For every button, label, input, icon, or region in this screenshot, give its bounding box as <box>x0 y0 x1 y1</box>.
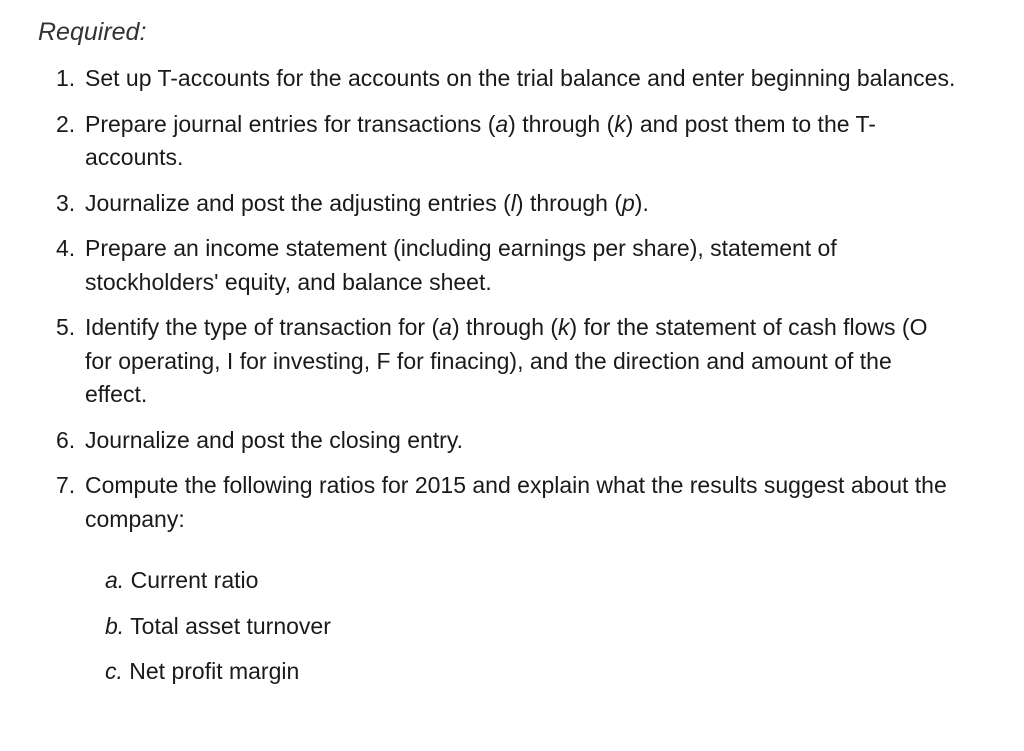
ratio-text: Total asset turnover <box>124 612 331 639</box>
requirement-text: Set up T-accounts for the accounts on the trial balance and enter beginning balances. <box>85 65 956 91</box>
requirement-text: Journalize and post the closing entry. <box>85 426 464 453</box>
ratio-text: Current ratio <box>124 567 259 593</box>
requirement-text <box>85 111 876 171</box>
text-part: ) through ( <box>451 314 559 340</box>
requirement-text <box>85 314 927 407</box>
requirement-2 <box>56 108 956 175</box>
requirement-text: Compute the following ratios for 2015 and explain what the results suggest about the company: <box>85 472 947 532</box>
required-heading: Required: <box>38 18 147 46</box>
requirement-number: 2. <box>56 110 76 137</box>
text-part: Identify the type of transaction for ( <box>85 314 440 340</box>
requirement-4 <box>56 232 956 299</box>
text-part: ) through ( <box>508 110 615 137</box>
requirement-6 <box>56 424 956 458</box>
transaction-letter: a <box>439 314 452 340</box>
text-part: ) and post them to the T-accounts. <box>85 110 876 170</box>
requirement-number: 5. <box>56 314 76 340</box>
ratio-item <box>105 655 956 689</box>
requirements-list <box>56 62 956 701</box>
requirement-number: 6. <box>56 426 76 453</box>
ratio-list <box>105 564 956 689</box>
transaction-letter: a <box>495 110 509 137</box>
ratio-item <box>105 564 956 598</box>
transaction-letter: p <box>622 189 635 216</box>
transaction-letter: l <box>510 189 516 216</box>
requirement-number: 3. <box>56 189 76 216</box>
requirement-text <box>85 190 649 216</box>
requirement-text: Prepare an income statement (including earnings per share), statement of stockholders' equity, and balance sheet. <box>85 235 837 295</box>
requirement-3 <box>56 187 956 221</box>
requirement-number: 1. <box>56 65 76 91</box>
requirement-number: 4. <box>56 235 76 261</box>
transaction-letter: k <box>558 314 570 340</box>
requirement-number: 7. <box>56 472 76 498</box>
ratio-text: Net profit margin <box>122 658 300 684</box>
requirement-5 <box>56 311 956 412</box>
text-part: ) for the statement of cash flows (O for operating, I for investing, F for finacing), and the direction and amount of the effect. <box>85 314 928 407</box>
text-part: Prepare journal entries for transactions ( <box>85 110 496 137</box>
text-part: ) through ( <box>515 189 622 216</box>
ratio-letter: b. <box>105 612 125 639</box>
ratio-letter: c. <box>105 658 123 684</box>
transaction-letter: k <box>614 110 626 137</box>
requirement-1 <box>56 62 956 96</box>
text-part: Journalize and post the adjusting entries ( <box>85 189 511 216</box>
text-part: ). <box>634 189 649 216</box>
requirement-7 <box>56 469 956 689</box>
ratio-item <box>105 610 956 644</box>
ratio-letter: a. <box>105 567 125 593</box>
